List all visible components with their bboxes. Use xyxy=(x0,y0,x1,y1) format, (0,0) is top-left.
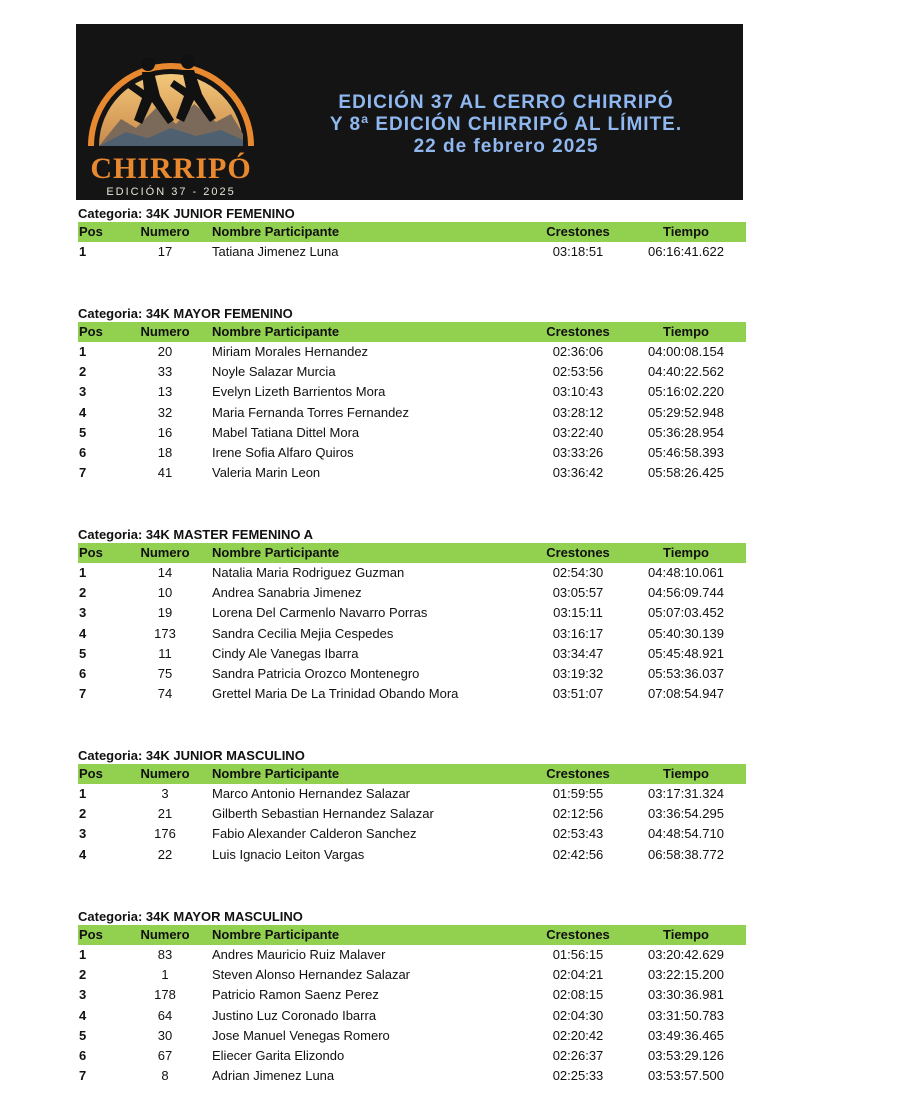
header-numero: Numero xyxy=(140,766,190,781)
cell-numero: 178 xyxy=(154,987,176,1003)
cell-pos: 2 xyxy=(79,806,87,822)
header-tiempo: Tiempo xyxy=(663,324,709,339)
cell-pos: 5 xyxy=(79,424,87,440)
cell-tiempo: 05:16:02.220 xyxy=(648,384,724,400)
table-row xyxy=(78,804,746,824)
header-tiempo: Tiempo xyxy=(663,766,709,781)
cell-numero: 20 xyxy=(157,344,173,359)
results-section xyxy=(78,305,746,483)
cell-numero: 19 xyxy=(157,605,173,621)
category-title: Categoria: 34K MAYOR FEMENINO xyxy=(78,306,293,321)
cell-tiempo: 03:31:50.783 xyxy=(648,1007,724,1023)
cell-nombre: Grettel Maria De La Trinidad Obando Mora xyxy=(212,686,459,702)
cell-pos: 3 xyxy=(79,605,87,621)
cell-crestones: 02:12:56 xyxy=(552,806,604,822)
logo-subtitle: EDICIÓN 37 - 2025 xyxy=(106,186,236,198)
cell-tiempo: 05:58:26.425 xyxy=(648,465,724,481)
cell-pos: 3 xyxy=(79,384,87,400)
cell-pos: 2 xyxy=(79,967,87,983)
cell-tiempo: 03:20:42.629 xyxy=(648,947,724,962)
cell-numero: 13 xyxy=(157,384,173,400)
cell-crestones: 03:28:12 xyxy=(552,404,604,420)
cell-pos: 3 xyxy=(79,987,87,1003)
table-header xyxy=(78,322,746,342)
table-header xyxy=(78,925,746,945)
table-row xyxy=(78,563,746,583)
category-title: Categoria: 34K MAYOR MASCULINO xyxy=(78,909,303,924)
table-row xyxy=(78,684,746,704)
cell-pos: 4 xyxy=(79,625,87,641)
table-row xyxy=(78,423,746,443)
cell-tiempo: 03:53:29.126 xyxy=(648,1047,724,1063)
cell-nombre: Miriam Morales Hernandez xyxy=(212,344,369,359)
header-nombre: Nombre Participante xyxy=(212,545,340,560)
cell-numero: 33 xyxy=(157,364,173,380)
header-pos: Pos xyxy=(79,545,103,560)
header-nombre: Nombre Participante xyxy=(212,766,340,781)
cell-numero: 22 xyxy=(157,846,173,862)
banner-heading xyxy=(276,92,736,158)
cell-pos: 1 xyxy=(79,786,87,801)
cell-tiempo: 06:58:38.772 xyxy=(648,846,724,862)
cell-tiempo: 05:36:28.954 xyxy=(648,424,724,440)
cell-pos: 1 xyxy=(79,947,87,962)
cell-nombre: Gilberth Sebastian Hernandez Salazar xyxy=(212,806,434,822)
cell-tiempo: 04:40:22.562 xyxy=(648,364,724,380)
table-header xyxy=(78,764,746,784)
table-row xyxy=(78,1006,746,1026)
cell-pos: 6 xyxy=(79,444,87,460)
cell-tiempo: 06:16:41.622 xyxy=(648,244,724,259)
cell-tiempo: 03:30:36.981 xyxy=(648,987,724,1003)
cell-tiempo: 07:08:54.947 xyxy=(648,686,724,702)
table-row xyxy=(78,985,746,1005)
cell-nombre: Mabel Tatiana Dittel Mora xyxy=(212,424,360,440)
cell-tiempo: 05:45:48.921 xyxy=(648,645,724,661)
table-row xyxy=(78,644,746,664)
logo-title: CHIRRIPÓ xyxy=(90,152,252,185)
event-banner xyxy=(76,24,743,200)
cell-pos: 1 xyxy=(79,244,87,259)
table-row xyxy=(78,382,746,402)
cell-numero: 18 xyxy=(157,444,173,460)
header-crestones: Crestones xyxy=(546,927,610,942)
cell-crestones: 03:19:32 xyxy=(552,665,604,681)
cell-crestones: 03:10:43 xyxy=(552,384,604,400)
cell-crestones: 03:36:42 xyxy=(552,465,604,481)
cell-nombre: Patricio Ramon Saenz Perez xyxy=(212,987,379,1003)
cell-numero: 3 xyxy=(161,786,169,801)
cell-numero: 64 xyxy=(157,1007,173,1023)
cell-numero: 10 xyxy=(157,585,173,601)
cell-nombre: Irene Sofia Alfaro Quiros xyxy=(212,444,354,460)
table-row xyxy=(78,242,746,262)
header-crestones: Crestones xyxy=(546,324,610,339)
cell-nombre: Natalia Maria Rodriguez Guzman xyxy=(212,565,405,580)
cell-pos: 6 xyxy=(79,665,87,681)
header-nombre: Nombre Participante xyxy=(212,224,340,239)
cell-numero: 21 xyxy=(157,806,173,822)
cell-numero: 16 xyxy=(157,424,173,440)
cell-crestones: 03:18:51 xyxy=(552,244,604,259)
cell-numero: 41 xyxy=(157,465,173,481)
header-nombre: Nombre Participante xyxy=(212,927,340,942)
category-title: Categoria: 34K MASTER FEMENINO A xyxy=(78,527,313,542)
cell-tiempo: 03:49:36.465 xyxy=(648,1027,724,1043)
cell-crestones: 02:53:43 xyxy=(552,826,604,842)
table-header xyxy=(78,543,746,563)
cell-crestones: 02:42:56 xyxy=(552,846,604,862)
cell-pos: 7 xyxy=(79,465,87,481)
table-row xyxy=(78,824,746,844)
table-row xyxy=(78,342,746,362)
banner-line-1: EDICIÓN 37 AL CERRO CHIRRIPÓ xyxy=(338,92,674,113)
table-row xyxy=(78,583,746,603)
table-row xyxy=(78,784,746,804)
header-numero: Numero xyxy=(140,324,190,339)
cell-numero: 11 xyxy=(158,645,172,661)
cell-crestones: 02:04:21 xyxy=(552,967,604,983)
header-crestones: Crestones xyxy=(546,545,610,560)
cell-pos: 7 xyxy=(79,686,87,702)
cell-nombre: Andrea Sanabria Jimenez xyxy=(212,585,362,601)
cell-tiempo: 05:07:03.452 xyxy=(648,605,724,621)
table-row xyxy=(78,603,746,623)
results-section xyxy=(78,747,746,865)
cell-crestones: 02:36:06 xyxy=(552,344,604,359)
cell-pos: 6 xyxy=(79,1047,87,1063)
header-tiempo: Tiempo xyxy=(663,927,709,942)
cell-crestones: 02:54:30 xyxy=(552,565,604,580)
cell-tiempo: 05:40:30.139 xyxy=(648,625,724,641)
cell-pos: 4 xyxy=(79,404,87,420)
cell-tiempo: 04:48:54.710 xyxy=(648,826,724,842)
header-numero: Numero xyxy=(140,545,190,560)
header-tiempo: Tiempo xyxy=(663,224,709,239)
cell-pos: 2 xyxy=(79,585,87,601)
header-pos: Pos xyxy=(79,224,103,239)
results-section xyxy=(78,526,746,704)
cell-tiempo: 05:46:58.393 xyxy=(648,444,724,460)
cell-nombre: Evelyn Lizeth Barrientos Mora xyxy=(212,384,386,400)
cell-nombre: Jose Manuel Venegas Romero xyxy=(212,1027,390,1043)
cell-pos: 3 xyxy=(79,826,87,842)
results-section xyxy=(78,908,746,1086)
cell-pos: 1 xyxy=(79,344,87,359)
cell-crestones: 02:08:15 xyxy=(552,987,604,1003)
cell-tiempo: 05:53:36.037 xyxy=(648,665,724,681)
table-header xyxy=(78,222,746,242)
cell-tiempo: 04:56:09.744 xyxy=(648,585,724,601)
cell-numero: 32 xyxy=(157,404,173,420)
banner-line-3: 22 de febrero 2025 xyxy=(413,136,599,157)
cell-nombre: Maria Fernanda Torres Fernandez xyxy=(212,404,410,420)
results-section xyxy=(78,205,746,262)
cell-crestones: 02:20:42 xyxy=(552,1027,604,1043)
cell-nombre: Noyle Salazar Murcia xyxy=(212,364,336,380)
cell-numero: 17 xyxy=(157,244,173,259)
table-row xyxy=(78,664,746,684)
table-row xyxy=(78,1046,746,1066)
header-numero: Numero xyxy=(140,224,190,239)
cell-nombre: Lorena Del Carmenlo Navarro Porras xyxy=(212,605,428,621)
header-pos: Pos xyxy=(79,927,103,942)
cell-numero: 67 xyxy=(157,1047,173,1063)
table-row xyxy=(78,624,746,644)
cell-crestones: 03:15:11 xyxy=(553,605,603,621)
cell-crestones: 02:53:56 xyxy=(552,364,604,380)
cell-nombre: Sandra Cecilia Mejia Cespedes xyxy=(212,625,394,641)
banner-line-2: Y 8ª EDICIÓN CHIRRIPÓ AL LÍMITE. xyxy=(329,114,683,135)
cell-crestones: 03:34:47 xyxy=(552,645,604,661)
category-title: Categoria: 34K JUNIOR FEMENINO xyxy=(78,206,295,221)
cell-numero: 75 xyxy=(157,665,173,681)
header-nombre: Nombre Participante xyxy=(212,324,340,339)
cell-nombre: Steven Alonso Hernandez Salazar xyxy=(212,967,411,983)
cell-tiempo: 03:22:15.200 xyxy=(648,967,724,983)
chirripo-logo xyxy=(76,24,266,200)
cell-tiempo: 03:53:57.500 xyxy=(648,1068,724,1084)
cell-nombre: Tatiana Jimenez Luna xyxy=(212,244,339,259)
cell-nombre: Eliecer Garita Elizondo xyxy=(212,1047,345,1063)
cell-tiempo: 04:48:10.061 xyxy=(648,565,724,580)
cell-pos: 5 xyxy=(79,645,87,661)
cell-pos: 4 xyxy=(79,846,87,862)
cell-pos: 5 xyxy=(79,1027,87,1043)
header-pos: Pos xyxy=(79,324,103,339)
header-crestones: Crestones xyxy=(546,766,610,781)
header-tiempo: Tiempo xyxy=(663,545,709,560)
cell-nombre: Valeria Marin Leon xyxy=(212,465,321,481)
cell-numero: 74 xyxy=(157,686,173,702)
cell-tiempo: 03:36:54.295 xyxy=(648,806,724,822)
cell-pos: 2 xyxy=(79,364,87,380)
cell-nombre: Adrian Jimenez Luna xyxy=(212,1068,335,1084)
category-title: Categoria: 34K JUNIOR MASCULINO xyxy=(78,748,305,763)
cell-crestones: 01:59:55 xyxy=(552,786,604,801)
cell-nombre: Fabio Alexander Calderon Sanchez xyxy=(212,826,417,842)
table-row xyxy=(78,463,746,483)
table-row xyxy=(78,945,746,965)
header-crestones: Crestones xyxy=(546,224,610,239)
cell-crestones: 03:16:17 xyxy=(552,625,604,641)
cell-numero: 173 xyxy=(154,625,176,641)
cell-tiempo: 03:17:31.324 xyxy=(648,786,724,801)
cell-crestones: 03:33:26 xyxy=(552,444,604,460)
cell-crestones: 02:04:30 xyxy=(552,1007,604,1023)
cell-numero: 14 xyxy=(157,565,173,580)
table-row xyxy=(78,362,746,382)
table-row xyxy=(78,845,746,865)
table-row xyxy=(78,403,746,423)
cell-tiempo: 04:00:08.154 xyxy=(648,344,724,359)
cell-pos: 4 xyxy=(79,1007,87,1023)
cell-crestones: 03:51:07 xyxy=(552,686,604,702)
cell-nombre: Andres Mauricio Ruiz Malaver xyxy=(212,947,386,962)
header-numero: Numero xyxy=(140,927,190,942)
cell-crestones: 03:05:57 xyxy=(552,585,604,601)
cell-numero: 83 xyxy=(157,947,173,962)
cell-pos: 7 xyxy=(79,1068,87,1084)
cell-crestones: 03:22:40 xyxy=(552,424,604,440)
cell-crestones: 02:26:37 xyxy=(552,1047,604,1063)
table-row xyxy=(78,965,746,985)
table-row xyxy=(78,443,746,463)
cell-nombre: Luis Ignacio Leiton Vargas xyxy=(212,846,365,862)
cell-nombre: Cindy Ale Vanegas Ibarra xyxy=(212,645,359,661)
cell-crestones: 02:25:33 xyxy=(552,1068,604,1084)
cell-numero: 8 xyxy=(161,1068,169,1084)
cell-numero: 1 xyxy=(161,967,169,983)
cell-nombre: Marco Antonio Hernandez Salazar xyxy=(212,786,411,801)
cell-nombre: Justino Luz Coronado Ibarra xyxy=(212,1007,377,1023)
cell-numero: 176 xyxy=(154,826,176,842)
header-pos: Pos xyxy=(79,766,103,781)
cell-crestones: 01:56:15 xyxy=(552,947,604,962)
cell-numero: 30 xyxy=(157,1027,173,1043)
cell-tiempo: 05:29:52.948 xyxy=(648,404,724,420)
cell-pos: 1 xyxy=(79,565,87,580)
cell-nombre: Sandra Patricia Orozco Montenegro xyxy=(212,665,420,681)
table-row xyxy=(78,1026,746,1046)
table-row xyxy=(78,1066,746,1086)
